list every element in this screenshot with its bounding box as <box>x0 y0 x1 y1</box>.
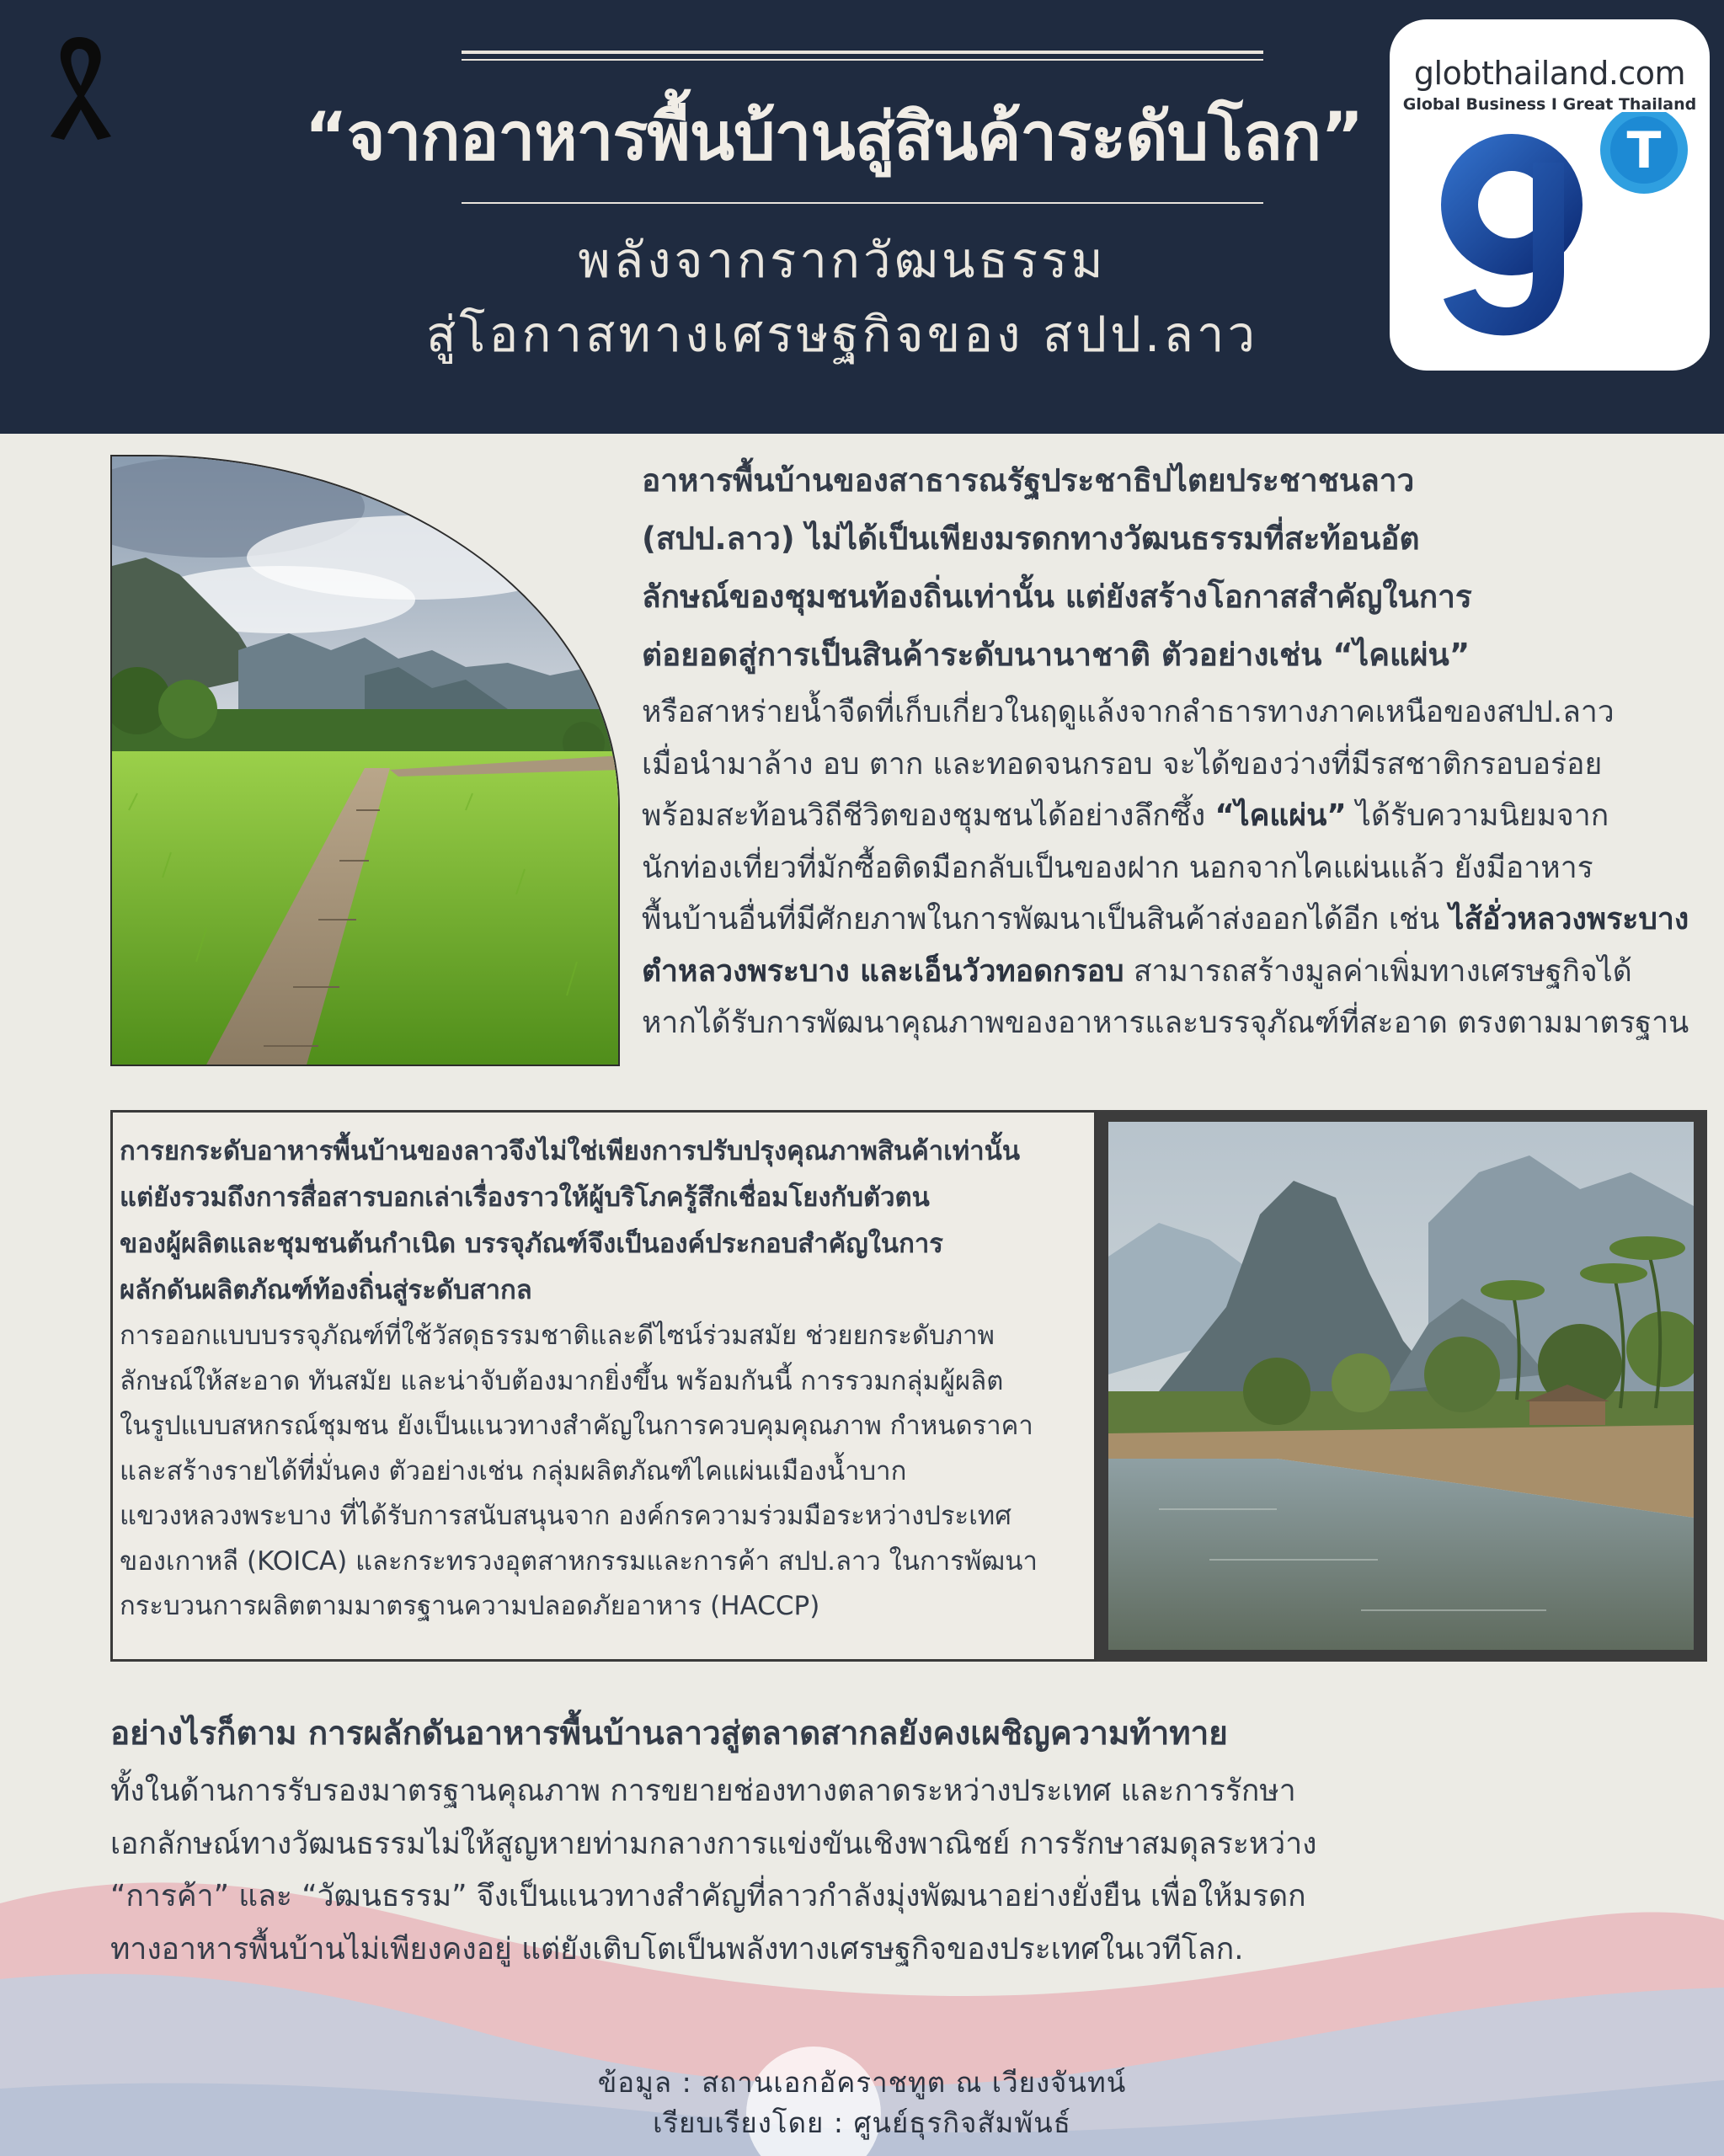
river-mountain-photo <box>1108 1122 1694 1650</box>
kai-phaen-highlight: “ไคแผ่น” <box>1214 798 1347 833</box>
intro-bold-line: ต่อยอดสู่การเป็นสินค้าระดับนานาชาติ ตัวอย่างเช่น “ไคแผ่น” <box>642 637 1470 673</box>
intro-text: สามารถสร้างมูลค่าเพิ่มทางเศรษฐกิจได้ <box>1124 953 1632 989</box>
conclusion-paragraph <box>110 1765 1317 1976</box>
sai-ua-highlight: ไส้อั่วหลวงพระบาง <box>1449 902 1689 937</box>
box-line: ในรูปแบบสหกรณ์ชุมชน ยังเป็นแนวทางสำคัญในการควบคุมคุณภาพ กำหนดราคา <box>120 1411 1033 1441</box>
compiled-by-credit: เรียบเรียงโดย : ศูนย์ธุรกิจสัมพันธ์ <box>653 2106 1071 2139</box>
box-bold-line: แต่ยังรวมถึงการสื่อสารบอกเล่าเรื่องราวให้ผู้บริโภครู้สึกเชื่อมโยงกับตัวตน <box>120 1182 930 1213</box>
intro-line <box>642 894 1689 946</box>
title-rule-top <box>462 51 1263 54</box>
intro-text: พร้อมสะท้อนวิถีชีวิตของชุมชนได้อย่างลึกซึ้ง <box>642 798 1215 833</box>
box-bold-line: ของผู้ผลิตและชุมชนต้นกำเนิด บรรจุภัณฑ์จึงเป็นองค์ประกอบสำคัญในการ <box>120 1229 943 1259</box>
box-line: การออกแบบบรรจุภัณฑ์ที่ใช้วัสดุธรรมชาติและดีไซน์ร่วมสมัย ช่วยยกระดับภาพ <box>120 1321 995 1351</box>
subtitle-line-2: สู่โอกาสทางเศรษฐกิจของ สปป.ลาว <box>425 306 1259 363</box>
box-line: แขวงหลวงพระบาง ที่ได้รับการสนับสนุนจาก องค์กรความร่วมมือระหว่างประเทศ <box>120 1501 1011 1531</box>
intro-line: เมื่อนำมาล้าง อบ ตาก และทอดจนกรอบ จะได้ของว่างที่มีรสชาติกรอบอร่อย <box>642 746 1603 782</box>
logo-tagline: Global Business I Great Thailand <box>1402 95 1697 114</box>
conclusion-bold-line: อย่างไรก็ตาม การผลักดันอาหารพื้นบ้านลาวสู่ตลาดสากลยังคงเผชิญความท้าทาย <box>110 1715 1228 1753</box>
box-line: กระบวนการผลิตตามมาตรฐานความปลอดภัยอาหาร (HACCP) <box>120 1591 820 1621</box>
intro-bold-line: อาหารพื้นบ้านของสาธารณรัฐประชาธิปไตยประชาชนลาว <box>642 462 1415 499</box>
source-credit: ข้อมูล : สถานเอกอัคราชทูต ณ เวียงจันทน์ <box>597 2066 1127 2099</box>
subtitle-line-1: พลังจากรากวัฒนธรรม <box>578 232 1107 289</box>
box-line: ของเกาหลี (KOICA) และกระทรวงอุตสาหกรรมและการค้า สปป.ลาว ในการพัฒนา <box>120 1545 1038 1577</box>
dishes-highlight: ตำหลวงพระบาง และเอ็นวัวทอดกรอบ <box>642 953 1124 989</box>
intro-line: หรือสาหร่ายน้ำจืดที่เก็บเกี่ยวในฤดูแล้งจากลำธารทางภาคเหนือของสปป.ลาว <box>642 695 1615 729</box>
intro-line <box>642 790 1689 842</box>
intro-text: ได้รับความนิยมจาก <box>1346 798 1609 833</box>
conclusion-heading <box>110 1708 1228 1760</box>
box-bold-line: การยกระดับอาหารพื้นบ้านของลาวจึงไม่ใช่เพียงการปรับปรุงคุณภาพสินค้าเท่านั้น <box>120 1136 1021 1166</box>
intro-line <box>642 946 1689 998</box>
black-ribbon-icon <box>44 32 115 141</box>
intro-line: นักท่องเที่ยวที่มักซื้อติดมือกลับเป็นของฝาก นอกจากไคแผ่นแล้ว ยังมีอาหาร <box>642 850 1593 885</box>
rice-field-boardwalk-photo <box>110 455 620 1066</box>
intro-bold-paragraph <box>642 451 1472 684</box>
box-bold-line: ผลักดันผลิตภัณฑ์ท้องถิ่นสู่ระดับสากล <box>120 1275 532 1305</box>
conclusion-line: “การค้า” และ “วัฒนธรรม” จึงเป็นแนวทางสำคัญที่ลาวกำลังมุ่งพัฒนาอย่างยั่งยืน เพื่อให้มรดก <box>110 1879 1306 1913</box>
conclusion-line: ทั้งในด้านการรับรองมาตรฐานคุณภาพ การขยายช่องทางตลาดระหว่างประเทศ และการรักษา <box>110 1774 1296 1808</box>
intro-text: พื้นบ้านอื่นที่มีศักยภาพในการพัฒนาเป็นสินค้าส่งออกได้อีก เช่น <box>642 902 1449 937</box>
intro-bold-line: ลักษณ์ของชุมชนท้องถิ่นเท่านั้น แต่ยังสร้างโอกาสสำคัญในการ <box>642 579 1472 615</box>
header-banner <box>0 0 1724 434</box>
box-line: และสร้างรายได้ที่มั่นคง ตัวอย่างเช่น กลุ่มผลิตภัณฑ์ไคแผ่นเมืองน้ำบาก <box>120 1455 907 1486</box>
conclusion-line: เอกลักษณ์ทางวัฒนธรรมไม่ให้สูญหายท่ามกลางการแข่งขันเชิงพาณิชย์ การรักษาสมดุลระหว่าง <box>110 1826 1317 1861</box>
intro-line: หากได้รับการพัฒนาคุณภาพของอาหารและบรรจุภัณฑ์ที่สะอาด ตรงตามมาตรฐาน <box>642 1006 1689 1040</box>
globthailand-logo[interactable] <box>1390 19 1710 371</box>
box-paragraph <box>120 1314 1038 1630</box>
river-mountain-photo-frame <box>1097 1110 1707 1662</box>
intro-bold-line: (สปป.ลาว) ไม่ได้เป็นเพียงมรดกทางวัฒนธรรมที่สะท้อนอัต <box>642 520 1420 557</box>
box-line: ลักษณ์ให้สะอาด ทันสมัย และน่าจับต้องมากยิ่งขึ้น พร้อมกันนี้ การรวมกลุ่มผู้ผลิต <box>120 1365 1004 1396</box>
box-bold-paragraph <box>120 1129 1020 1314</box>
conclusion-line: ทางอาหารพื้นบ้านไม่เพียงคงอยู่ แต่ยังเติบโตเป็นพลังทางเศรษฐกิจของประเทศในเวทีโลก. <box>110 1931 1244 1967</box>
page-title: “จากอาหารพื้นบ้านสู่สินค้าระดับโลก” <box>304 99 1364 175</box>
logo-site-name: globthailand.com <box>1413 55 1686 92</box>
intro-paragraph <box>642 686 1689 1049</box>
logo-t-letter: T <box>1626 121 1662 180</box>
title-rule-bottom <box>462 202 1263 204</box>
logo-g-icon <box>1423 112 1693 365</box>
title-rule-top-thin <box>462 59 1263 61</box>
